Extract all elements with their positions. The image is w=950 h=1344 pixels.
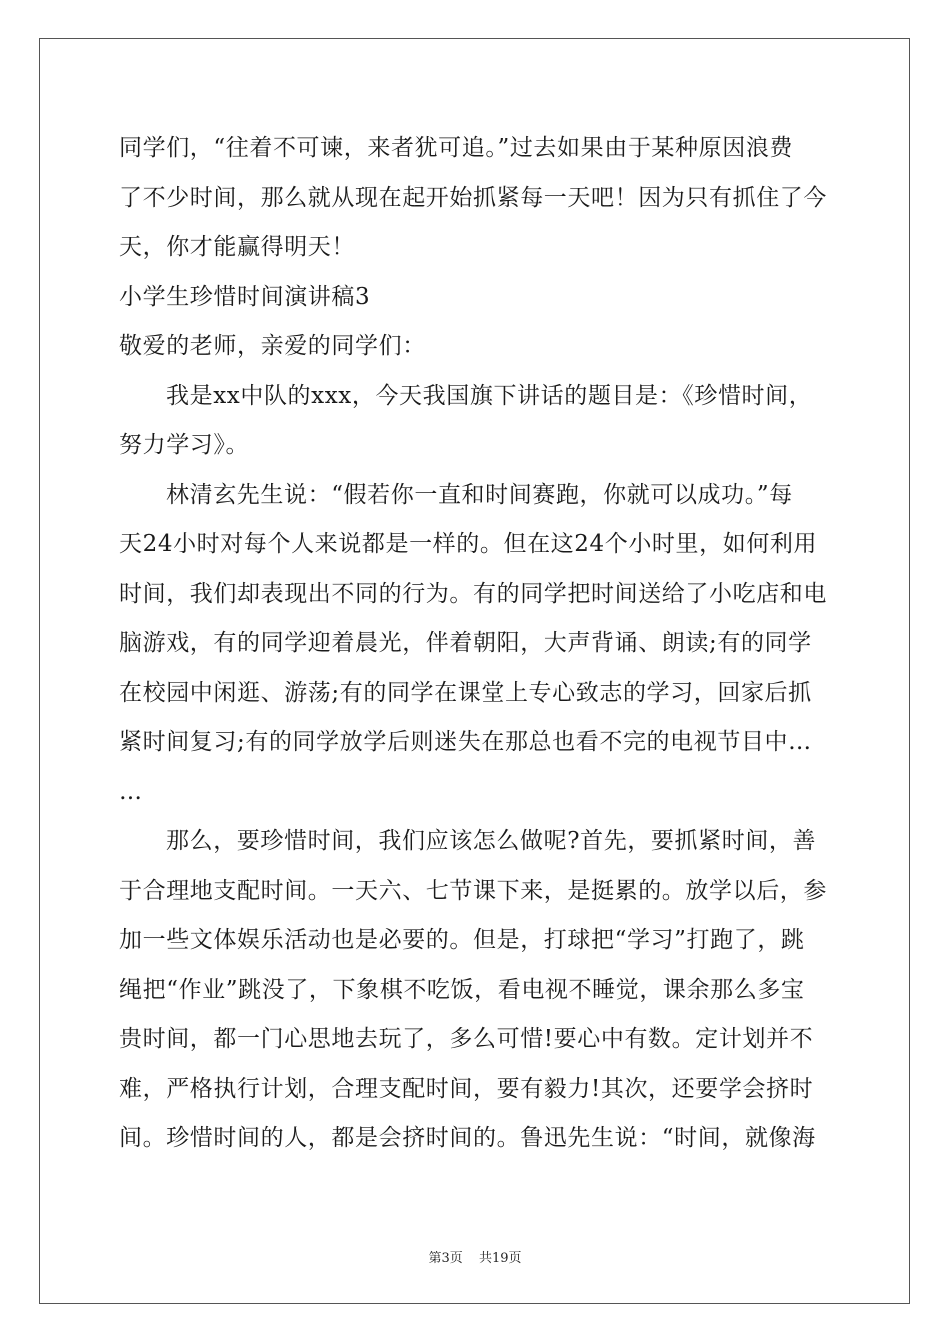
text-line: 那么，要珍惜时间，我们应该怎么做呢?首先，要抓紧时间，善 bbox=[166, 828, 817, 854]
total-pages: 共19页 bbox=[478, 1251, 522, 1266]
text-line: 于合理地支配时间。一天六、七节课下来，是挺累的。放学以后，参 bbox=[119, 877, 827, 904]
document-body bbox=[119, 124, 839, 1164]
page-number: 第3页 bbox=[428, 1251, 463, 1266]
text-line: 林清玄先生说：“假若你一直和时间赛跑，你就可以成功。”每 bbox=[166, 481, 793, 508]
text-line: 间。珍惜时间的人，都是会挤时间的。鲁迅先生说：“时间，就像海 bbox=[119, 1125, 816, 1151]
text-line: … bbox=[119, 778, 143, 805]
salutation: 敬爱的老师，亲爱的同学们： bbox=[119, 333, 426, 359]
section-title: 小学生珍惜时间演讲稿3 bbox=[119, 283, 371, 310]
text-line: 绳把“作业”跳没了，下象棋不吃饭，看电视不睡觉，课余那么多宝 bbox=[119, 976, 805, 1003]
text-line: 在校园中闲逛、游荡;有的同学在课堂上专心致志的学习，回家后抓 bbox=[119, 679, 812, 706]
page-footer bbox=[0, 1247, 950, 1266]
text-line: 加一些文体娱乐活动也是必要的。但是，打球把“学习”打跑了，跳 bbox=[119, 927, 805, 953]
text-line: 贵时间，都一门心思地去玩了，多么可惜!要心中有数。定计划并不 bbox=[119, 1026, 814, 1052]
text-line: 努力学习》。 bbox=[119, 432, 250, 458]
text-line: 脑游戏，有的同学迎着晨光，伴着朝阳，大声背诵、朗读;有的同学 bbox=[119, 630, 812, 656]
text-line: 同学们，“往着不可谏，来者犹可追。”过去如果由于某种原因浪费 bbox=[119, 135, 794, 161]
text-line: 我是xx中队的xxx，今天我国旗下讲话的题目是：《珍惜时间， bbox=[166, 382, 813, 409]
text-line: 了不少时间，那么就从现在起开始抓紧每一天吧！因为只有抓住了今 bbox=[119, 184, 827, 211]
text-line: 紧时间复习;有的同学放学后则迷失在那总也看不完的电视节目中… bbox=[119, 729, 812, 755]
text-line: 天，你才能赢得明天！ bbox=[119, 234, 355, 260]
text-line: 难，严格执行计划，合理支配时间，要有毅力!其次，还要学会挤时 bbox=[119, 1075, 814, 1102]
text-line: 时间，我们却表现出不同的行为。有的同学把时间送给了小吃店和电 bbox=[119, 580, 827, 607]
text-line: 天24小时对每个人来说都是一样的。但在这24个小时里，如何利用 bbox=[119, 531, 818, 557]
